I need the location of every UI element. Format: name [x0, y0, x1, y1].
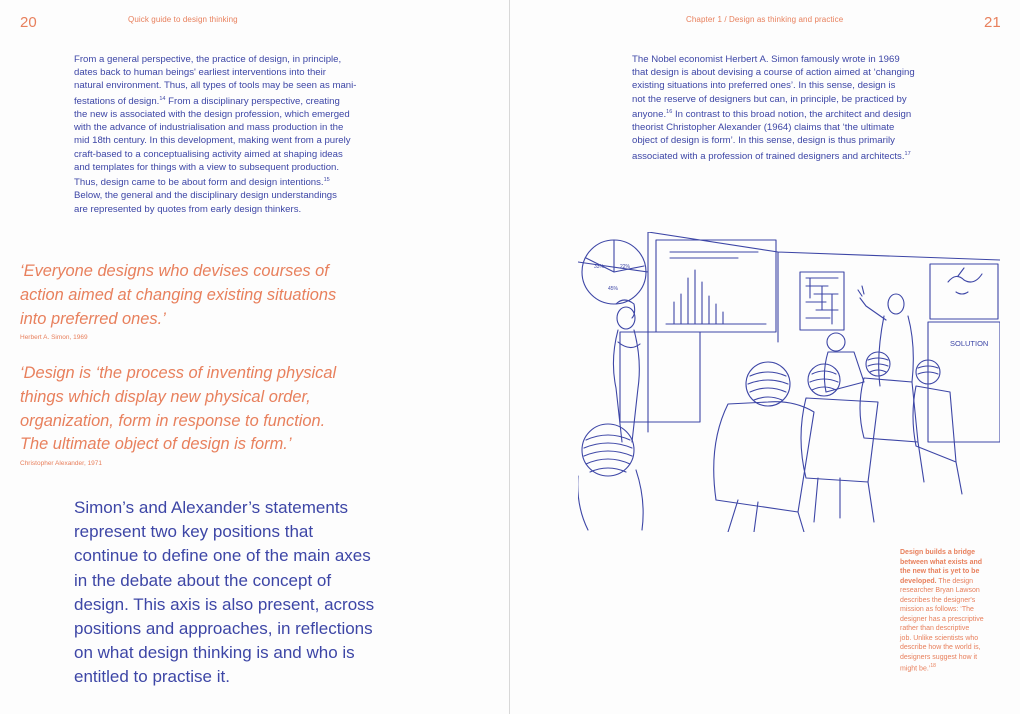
text-line: associated with a profession of trained designers and architects.$^{17}$ — [632, 150, 911, 162]
pie-label-3: 45% — [608, 286, 619, 292]
text-line: From a general perspective, the practice of design, in principle, — [74, 54, 342, 65]
poster-board — [620, 332, 700, 422]
pie-label-1: 33% — [594, 264, 605, 270]
text-line: festations of design.$^{14}$ From a disciplinary perspective, creating — [74, 95, 340, 107]
footnote-marker: 14 — [159, 95, 166, 102]
text-line: The Nobel economist Herbert A. Simon famously wrote in 1969 — [632, 54, 900, 65]
quote-attribution-simon: Herbert A. Simon, 1969 — [20, 334, 88, 341]
text-line: object of design is form’. In this sense, design is thus primarily — [632, 135, 895, 147]
text-line: craft-based to a conceptualising activity aimed at shaping ideas — [74, 148, 343, 160]
text-line: are represented by quotes from early design thinkers. — [74, 203, 302, 215]
workshop-illustration — [578, 232, 1000, 532]
audience-bodies — [578, 352, 956, 530]
pie-label-2: 22% — [620, 264, 631, 270]
side-note: Design builds a bridge between what exists and the new that is yet to be developed. The design researcher Bryan Lawson describes the designer's mission as follows: ‘The designer has a prescriptive rather than descriptive job. Unlike scientists who describe how the world is, designers suggest how it might be.’$^{18}$ — [900, 548, 998, 674]
text-line: the new is associated with the design profession, which emerged — [74, 109, 350, 120]
footnote-marker: 17 — [904, 150, 911, 157]
text-line: theorist Christopher Alexander (1964) claims that ‘the ultimate — [632, 122, 895, 134]
text-line: with the advance of industrialisation and mass production in the — [74, 122, 344, 134]
presenter-figure — [613, 300, 640, 442]
quote-attribution-alexander: Christopher Alexander, 1971 — [20, 460, 103, 467]
statement-paragraph: Simon’s and Alexander’s statements represent two key positions that continue to define one of the main axes in the debate about the concept of design. This axis is also present, across positions and approaches, in reflections on what design thinking is and who is entitled to practise it. — [74, 498, 375, 687]
text-line: not the reserve of designers but can, in principle, be practiced by — [632, 93, 907, 105]
text-line: dates back to human beings' earliest interventions into their — [74, 67, 326, 79]
hand-sketch — [948, 268, 982, 294]
bar-chart-board — [656, 240, 776, 332]
footnote-marker: 18 — [930, 663, 936, 669]
side-note-bold: Design builds a bridge between what exists and the new that is yet to be developed. The design — [900, 549, 983, 585]
footnote-marker: 16 — [666, 108, 673, 115]
text-line: anyone.$^{16}$ In contrast to this broad notion, the architect and design — [632, 108, 912, 120]
page-number-right: 21 — [984, 14, 1001, 31]
running-head-right: Chapter 1 / Design as thinking and practice — [686, 15, 844, 24]
hand-sketch-board — [930, 264, 998, 319]
running-head-left: Quick guide to design thinking — [128, 15, 238, 24]
text-line: and templates for things with a view to subsequent production. — [74, 161, 340, 173]
footnote-marker: 15 — [323, 177, 330, 184]
text-line: Below, the general and the disciplinary design understandings — [74, 190, 337, 202]
maze-poster — [800, 272, 844, 330]
page-number-left: 20 — [20, 14, 37, 31]
text-line: mid 18th century. In this development, making went from a purely — [74, 135, 351, 147]
solution-label: SOLUTION — [950, 339, 989, 348]
chairs — [728, 442, 962, 532]
text-line: Thus, design came to be about form and design intentions.$^{15}$ — [74, 177, 330, 189]
quote-simon: ‘Everyone designs who devises courses of action aimed at changing existing situations into preferred ones.’ — [20, 262, 337, 328]
text-line: that design is about devising a course of action aimed at ‘changing — [632, 67, 915, 79]
body-paragraph-right — [632, 53, 962, 163]
body-paragraph-left — [74, 53, 394, 216]
quote-alexander: ‘Design is ‘the process of inventing physical things which display new physical order, organization, form in response to function. The ultimate object of design is form.’ — [20, 364, 337, 454]
pointing-figure — [858, 286, 913, 386]
text-line: natural environment. Thus, all types of tools may be seen as mani- — [74, 80, 357, 92]
text-line: existing situations into preferred ones’. In this sense, design is — [632, 80, 896, 92]
